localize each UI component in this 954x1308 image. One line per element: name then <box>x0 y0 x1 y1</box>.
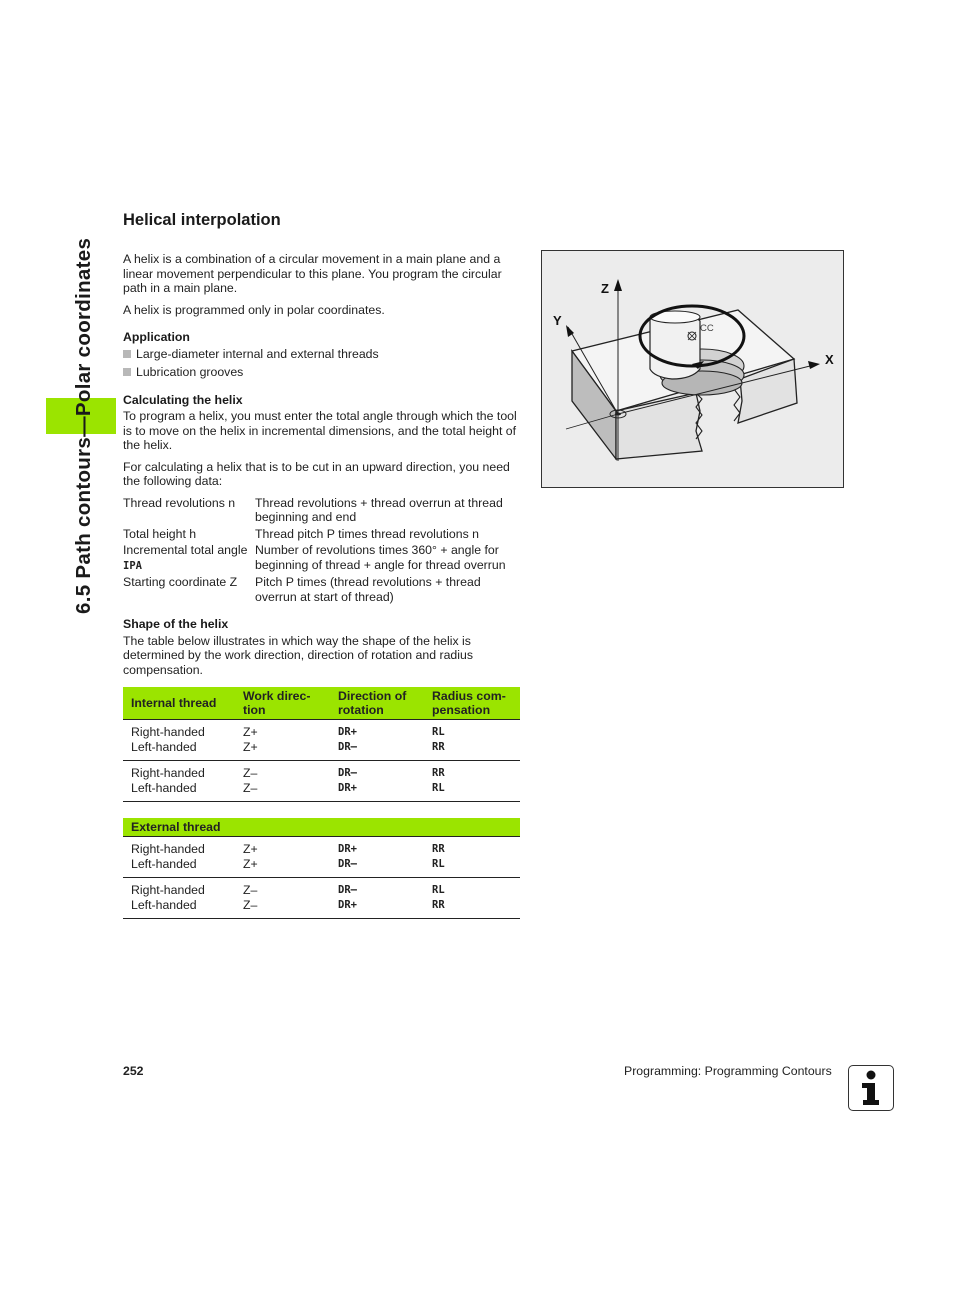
shape-heading: Shape of the helix <box>123 617 229 631</box>
def-term: Starting coordinate Z <box>123 575 238 589</box>
def-desc: Thread pitch P times thread revolutions n <box>255 526 479 541</box>
table-row: Right-handed Left-handed Z– Z– DR– DR+ RR RL <box>123 761 520 802</box>
header-radius-comp: Radius com- pensation <box>424 687 520 720</box>
def-desc: Number of revolutions times 360° + angle for beginning of thread + angle for thread overrun <box>255 543 506 572</box>
list-item: Large-diameter internal and external threads <box>123 347 521 362</box>
intro-paragraph: A helix is a combination of a circular movement in a main plane and a linear movement perpendicular to this plane. You program the circular path in a main plane. <box>123 252 502 295</box>
application-heading: Application <box>123 330 190 344</box>
axis-z-label: Z <box>601 281 609 296</box>
helix-illustration <box>541 250 844 488</box>
ipa-code: IPA <box>123 559 142 572</box>
application-list <box>123 347 521 380</box>
helix-data-definitions <box>123 496 521 605</box>
axis-y-label: Y <box>553 313 562 328</box>
external-thread-table <box>123 818 520 919</box>
def-desc: Thread revolutions + thread overrun at thread beginning and end <box>255 495 503 524</box>
def-desc: Pitch P times (thread revolutions + thread overrun at start of thread) <box>255 575 481 604</box>
polar-note: A helix is programmed only in polar coordinates. <box>123 302 385 317</box>
header-external-thread: External thread <box>123 818 520 837</box>
main-content <box>123 210 521 919</box>
footer-chapter: Programming: Programming Contours <box>624 1064 832 1078</box>
table-row: Right-handed Left-handed Z+ Z+ DR+ DR– RR RL <box>123 837 520 878</box>
info-icon <box>848 1065 894 1111</box>
shape-paragraph: The table below illustrates in which way the shape of the helix is determined by the work direction, direction of rotation and radius compensation. <box>123 633 473 677</box>
calculating-heading: Calculating the helix <box>123 392 243 407</box>
def-term: Incremental total angle IPA <box>123 543 248 572</box>
table-row: Right-handed Left-handed Z+ Z+ DR+ DR– RL RR <box>123 720 520 761</box>
bullet-square-icon <box>123 368 131 376</box>
bullet-square-icon <box>123 350 131 358</box>
axis-x-label: X <box>825 352 834 367</box>
cc-label: CC <box>700 323 714 334</box>
internal-thread-table <box>123 687 520 802</box>
table-row: Right-handed Left-handed Z– Z– DR– DR+ RL RR <box>123 878 520 919</box>
calculating-paragraph-2: For calculating a helix that is to be cut in an upward direction, you need the following data: <box>123 459 510 488</box>
chapter-side-title: 6.5 Path contours—Polar coordinates <box>72 237 95 614</box>
header-internal-thread: Internal thread <box>123 687 235 720</box>
header-work-direction: Work direc- tion <box>235 687 330 720</box>
def-term: Thread revolutions n <box>123 495 236 510</box>
section-title: Helical interpolation <box>123 211 281 229</box>
header-direction-rotation: Direction of rotation <box>330 687 424 720</box>
page-number: 252 <box>123 1064 144 1078</box>
list-item: Lubrication grooves <box>123 365 521 380</box>
calculating-paragraph-1: To program a helix, you must enter the total angle through which the tool is to move on the helix in incremental dimensions, and the total height of the helix. <box>123 409 517 452</box>
def-term: Total height h <box>123 526 197 541</box>
